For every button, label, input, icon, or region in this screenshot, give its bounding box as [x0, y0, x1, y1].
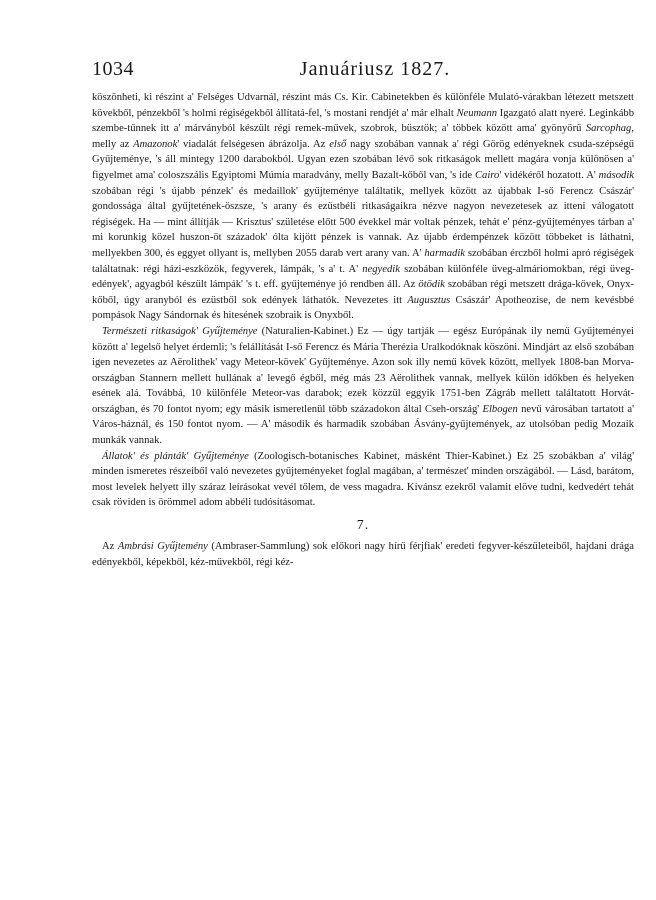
paragraph-natural-cabinet: [92, 324, 634, 449]
text-run: szobában különféle üveg-almáriomokban, régi üveg-edények', agyagból készült lámpák' 's t. eff. gyűjteménye jó rendben áll. Az: [92, 263, 634, 291]
italic-term: Amazonok: [133, 138, 178, 150]
italic-term: ötödik: [418, 279, 445, 291]
italic-term: Cairo: [474, 169, 500, 181]
text-run: szobában érczből holmi apró régiségek találtatnak: régi házi-eszközök, fegyverek, lámpák, 's a' t. A': [92, 247, 634, 275]
text-run: nevű városában tartatott a' Város-háznál, és 150 fontot nyom. — A' második és harmadik szobában Ásvány-gyűjtemények, az utolsóban pedig Mozaik munkák vannak.: [92, 403, 635, 447]
text-run: szobában régi 's újabb pénzek' és medaillok' gyűjteménye találtatik, mellyek között az újabbak I-ső Ferencz Császár' gondossága által gyűjtetének-öszsze, 's arany és ezüstbéli ritkaságaikra nézve nagyon nevezetesek az itteni válogatott régiségek. Ha — mint állítják — Krisztus' születése előtt 500 évekkel már voltak pénzek, tehát e' pénz-gyűjteményes tárban a' mi korunkig közel huszon-öt századok' ólta kijött pénzek is vannak. Az újabb érdempénzek között többeket is láthatni, mellyekben 300, és eggyet ollyant is, mellyben 2055 darab vert arany van. A': [92, 185, 634, 259]
italic-term: Neumann: [456, 107, 498, 119]
paragraph-zoological-cabinet: [92, 449, 634, 511]
text-run: köszönheti, ki részint a' Felséges Udvarnál, részint más Cs. Kir. Cabinetekben és különféle Mulató-várakban létezett metszett kövekből, pénzekből 's holmi régiségekből állítatá-fel, 's mostani rendjét a' már elhalt: [92, 92, 634, 119]
paragraph-museum-rooms: [92, 90, 634, 324]
text-run: (Zoologisch-botanisches Kabinet, másként Thier-Kabinet.) Ez 25 szobákban a' világ' minden ismeretes részeiből való nevezetes gyűjteményeket foglal magában, a' természet' minden országából. — Lásd, barátom, most levelek helyett illy száraz leírásokat vevél tőlem, de vess magadra. Kívánsz ezekről valamit elöve tudni, kedvedért tehát csak röviden is örömmel adom abbéli tudósításomat.: [92, 450, 634, 509]
text-run: nagy szobában vannak a' régi Görög edényeknek csuda-szépségű Gyűjteménye, 's áll mintegy 1200 darabokból. Ugyan ezen szobában lévő sok ritkaságok mellett magára vonja különösen a' figyelmet ama' coloszszális Egyiptomi Múmia maradvány, melly Bazalt-kőből van, 's ide: [92, 138, 635, 181]
italic-term: Állatok' és plánták' Gyűjteménye: [102, 450, 249, 462]
body-text: [92, 90, 634, 570]
italic-term: harmadik: [424, 247, 465, 259]
text-run: ' vidékéről hozatott. A': [499, 169, 599, 181]
text-run: (Naturalien-Kabinet.) Ez — úgy tartják — egész Európának ily nemű Gyűjteményei között a' legelső helyet érdemli; 's felállítását I-ső Ferencz és Mária Therézia Uralkodóknak köszöni. Mindjárt az első szobában igen nevezetes az Aërolithek' vagy Meteor-kövek' Gyűjteménye. Azon sok illy nemű kövek között, mellyek 1808-ban Morva-országban Stannern mellett hullának a' levegő égből, még más 23 Aërolithek vannak, mellyek külön időkben és helyeken esének alá. Továbbá, 10 különféle Meteor-vas darabok; ezek közzül eggyik 1751-ben Zágráb mellett találtatott Horvát-országban, és 70 fontot nyom; egy másik ismeretlenül több századokon által Cseh-ország': [92, 325, 634, 415]
italic-term: első: [329, 138, 347, 150]
italic-term: Augusztus: [407, 294, 451, 306]
paragraph-ambras-collection: [92, 539, 634, 570]
text-run: Igazgató alatt nyeré. Leginkább szembe-tűnnek itt a' márványból készült régi remek-művek, szobrok, büsztök; a' többek között ama' gyönyörű: [92, 107, 634, 135]
text-run: szobában régi metszett drága-kövek, Onyx-kőből, úgy aranyból és ezüstből sok edények láthatók. Nevezetes itt: [92, 279, 635, 306]
section-number: 7.: [356, 518, 370, 534]
running-head: [92, 58, 634, 84]
page-number: 1034: [92, 58, 134, 80]
italic-term: Sarcophag: [585, 123, 632, 135]
page-title: Januáriusz 1827.: [299, 58, 451, 80]
italic-term: Ambrási Gyűjtemény: [117, 541, 208, 553]
italic-term: Természeti ritkaságok' Gyűjteménye: [102, 325, 258, 337]
italic-term: Elbogen: [482, 403, 518, 415]
italic-term: második: [598, 169, 634, 181]
text-run: (Ambraser-Sammlung) sok előkori nagy hírű férjfiak' eredeti fegyver-készületeiből, hajdani drága edényekből, képekből, kéz-művekből, régi kéz-: [92, 541, 634, 568]
italic-term: negyedik: [362, 263, 400, 275]
text-run: Császár' Apotheozise, de nem kevésbbé pompások Nagy Sándornak és hitesének szobraik is Onyxből.: [92, 294, 634, 322]
text-run: ' viadalát felségesen ábrázolja. Az: [177, 138, 330, 150]
text-run: Az: [102, 541, 118, 553]
text-run: , melly az: [92, 123, 634, 150]
